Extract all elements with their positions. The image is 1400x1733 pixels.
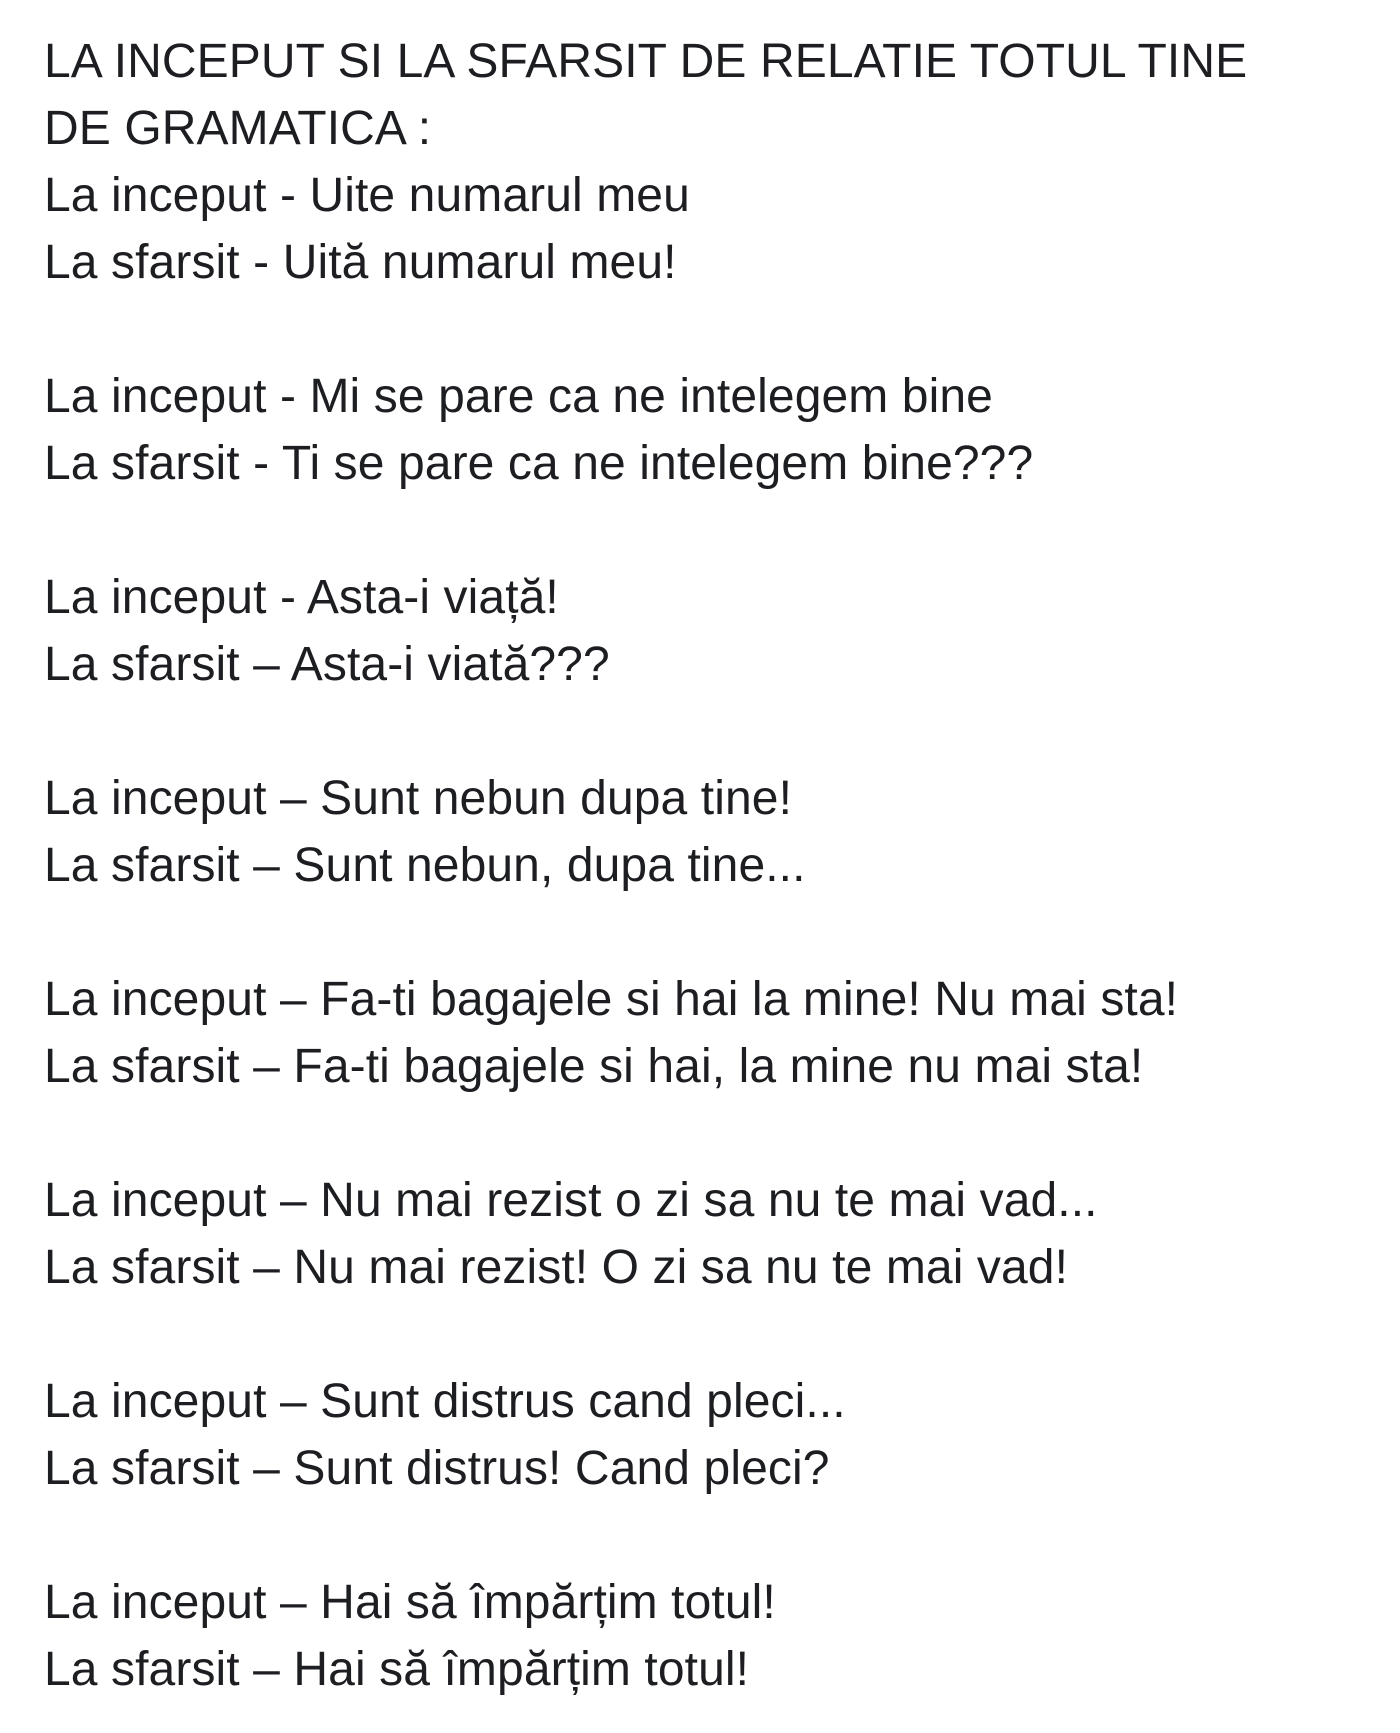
stanza-start-line: La inceput – Sunt distrus cand pleci... bbox=[44, 1375, 846, 1428]
stanza-8 bbox=[44, 1569, 1374, 1703]
stanza-start-line: La inceput – Sunt nebun dupa tine! bbox=[44, 772, 793, 825]
stanza-6 bbox=[44, 1167, 1374, 1301]
stanza-start-line: La inceput – Hai să împărțim totul! bbox=[44, 1576, 776, 1629]
stanza-start-line: La inceput – Fa-ti bagajele si hai la mine! Nu mai sta! bbox=[44, 973, 1179, 1026]
title-line-2: DE GRAMATICA : bbox=[44, 102, 432, 155]
post-text bbox=[44, 28, 1374, 1703]
stanza-end-line: La sfarsit - Uită numarul meu! bbox=[44, 236, 677, 289]
stanza-1 bbox=[44, 162, 1374, 296]
stanza-start-line: La inceput – Nu mai rezist o zi sa nu te mai vad... bbox=[44, 1174, 1098, 1227]
stanza-2 bbox=[44, 363, 1374, 497]
stanza-end-line: La sfarsit – Fa-ti bagajele si hai, la mine nu mai sta! bbox=[44, 1040, 1144, 1093]
stanza-3 bbox=[44, 564, 1374, 698]
stanza-end-line: La sfarsit – Hai să împărțim totul! bbox=[44, 1643, 750, 1696]
stanza-start-line: La inceput - Mi se pare ca ne intelegem bine bbox=[44, 370, 993, 423]
stanza-4 bbox=[44, 765, 1374, 899]
stanza-5 bbox=[44, 966, 1374, 1100]
stanza-7 bbox=[44, 1368, 1374, 1502]
stanza-end-line: La sfarsit – Sunt nebun, dupa tine... bbox=[44, 839, 806, 892]
stanza-end-line: La sfarsit – Nu mai rezist! O zi sa nu te mai vad! bbox=[44, 1241, 1069, 1294]
title-line-1: LA INCEPUT SI LA SFARSIT DE RELATIE TOTUL TINE bbox=[44, 35, 1248, 88]
post-title bbox=[44, 28, 1374, 162]
stanza-start-line: La inceput - Uite numarul meu bbox=[44, 169, 690, 222]
stanza-end-line: La sfarsit - Ti se pare ca ne intelegem bine??? bbox=[44, 437, 1034, 490]
stanza-end-line: La sfarsit – Sunt distrus! Cand pleci? bbox=[44, 1442, 830, 1495]
stanza-start-line: La inceput - Asta-i viață! bbox=[44, 571, 559, 624]
stanza-end-line: La sfarsit – Asta-i viată??? bbox=[44, 638, 610, 691]
